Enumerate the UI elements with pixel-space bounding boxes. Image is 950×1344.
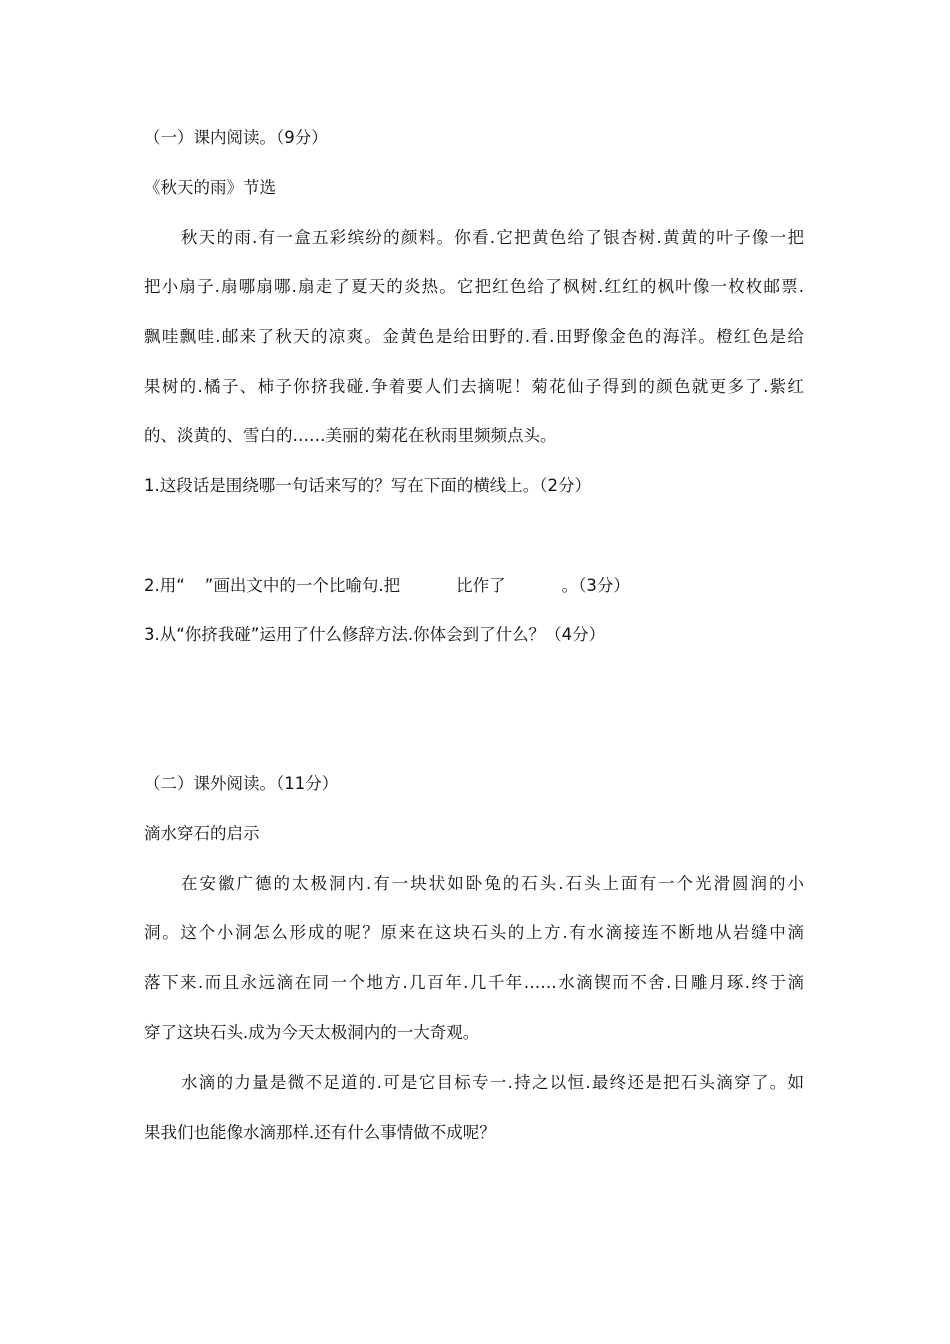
question-1: 1.这段话是围绕哪一句话来写的？写在下面的横线上。（2分） (144, 476, 591, 495)
section2-paragraph1-line: 穿了这块石头.成为今天太极洞内的一大奇观。 (144, 1023, 480, 1042)
section1-paragraph-line: 的、淡黄的、雪白的……美丽的菊花在秋雨里频频点头。 (144, 426, 557, 445)
section2-paragraph1-line: 落下来.而且永远滴在同一个地方.几百年.几千年……水滴锲而不舍.日雕月琢.终于滴 (144, 973, 804, 992)
question-3: 3.从“你挤我碰”运用了什么修辞方法.你体会到了什么？（4分） (144, 625, 606, 644)
section2-title: 滴水穿石的启示 (144, 824, 260, 843)
question-2-part: 2.用“ (144, 576, 185, 595)
section1-paragraph-line: 秋天的雨.有一盒五彩缤纷的颜料。你看.它把黄色给了银杏树.黄黄的叶子像一把 (181, 228, 804, 247)
question-2 (144, 575, 630, 597)
section2-paragraph2-line: 水滴的力量是微不足道的.可是它目标专一.持之以恒.最终还是把石头滴穿了。如 (181, 1073, 804, 1092)
question-2-part: ”画出文中的一个比喻句.把 (204, 576, 401, 595)
section1-paragraph-line: 飘哇飘哇.邮来了秋天的凉爽。金黄色是给田野的.看.田野像金色的海洋。橙红色是给 (144, 327, 804, 346)
question-2-part: 。（3分） (561, 576, 630, 595)
section2-heading: （二）课外阅读。（11分） (144, 774, 339, 793)
section1-paragraph-line: 把小扇子.扇哪扇哪.扇走了夏天的炎热。它把红色给了枫树.红红的枫叶像一枚枚邮票. (144, 277, 804, 296)
section1-paragraph-line: 果树的.橘子、柿子你挤我碰.争着要人们去摘呢！菊花仙子得到的颜色就更多了.紫红 (144, 377, 804, 396)
section2-paragraph1-line: 洞。这个小洞怎么形成的呢？原来在这块石头的上方.有水滴接连不断地从岩缝中滴 (144, 923, 804, 942)
section2-paragraph1-line: 在安徽广德的太极洞内.有一块状如卧兔的石头.石头上面有一个光滑圆润的小 (181, 874, 804, 893)
section1-title: 《秋天的雨》节选 (144, 178, 276, 197)
section1-heading: （一）课内阅读。（9分） (144, 128, 328, 147)
section2-paragraph2-line: 果我们也能像水滴那样.还有什么事情做不成呢？ (144, 1123, 496, 1142)
question-2-part: 比作了 (456, 576, 506, 595)
